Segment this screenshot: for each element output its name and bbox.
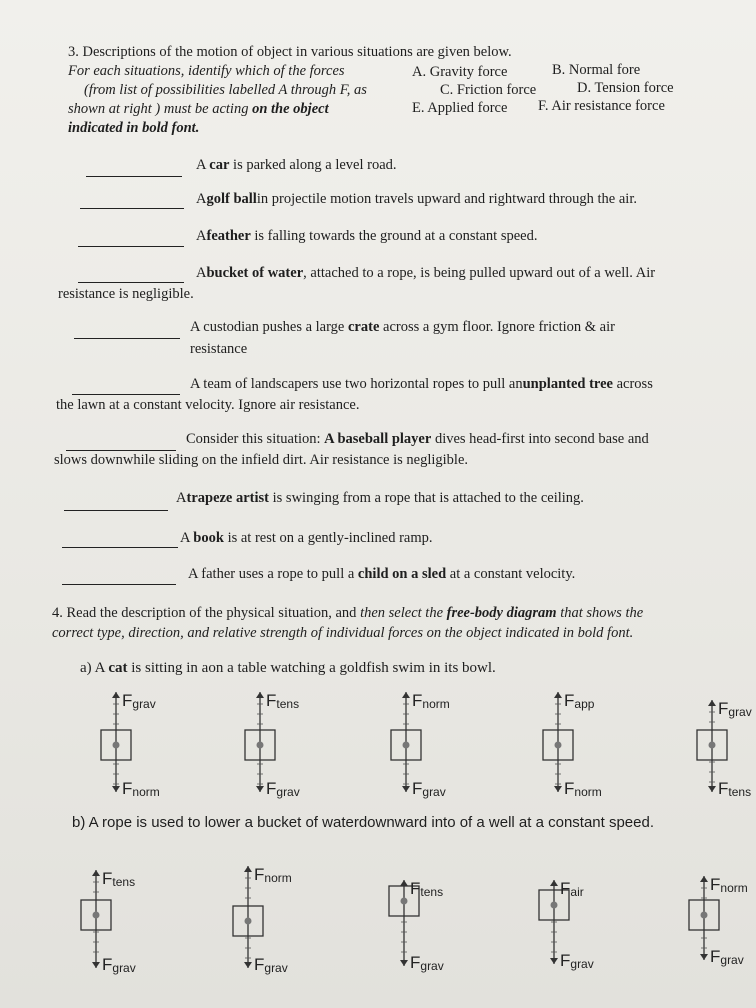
answer-blank-10[interactable] — [62, 584, 176, 585]
top-force-label: Fgrav — [718, 699, 752, 719]
q3-item-3-bold: feather — [206, 228, 251, 244]
q3-item-9-pre: A — [180, 530, 194, 546]
up-arrow-icon — [112, 692, 120, 698]
q3-item-2-pre: A — [196, 191, 207, 207]
bottom-force-label: Fgrav — [254, 955, 288, 975]
q4-part-a — [80, 660, 496, 677]
q3-item-10-bold: child on a sled — [357, 566, 447, 582]
q3-item-8-pre: A — [176, 490, 187, 506]
q4-intro-line1-bold: free-body diagram — [446, 605, 557, 621]
q3-item-8-bold: trapeze artist — [186, 490, 270, 506]
down-arrow-icon — [708, 786, 716, 792]
down-arrow-icon — [700, 954, 708, 960]
q3-item-5-pre: A custodian pushes a large — [190, 319, 348, 335]
top-force-label: Fapp — [564, 691, 595, 711]
q3-item-6-cont: the lawn at a constant velocity. Ignore air resistance. — [56, 397, 360, 413]
center-dot — [551, 902, 558, 909]
q3-item-5-post: across a gym floor. Ignore friction & air — [379, 319, 615, 335]
center-dot — [113, 742, 120, 749]
q3-item-6-post: across — [612, 376, 653, 392]
top-force-label: Ftens — [102, 869, 136, 889]
up-arrow-icon — [708, 700, 716, 706]
fbd-b-diagram-1[interactable] — [81, 869, 136, 975]
center-dot — [401, 898, 408, 905]
fbd-a-diagram-1[interactable] — [101, 691, 160, 799]
q3-intro-line2: For each situations, identify which of the forces — [68, 63, 345, 79]
q3-item-10 — [188, 566, 575, 583]
q3-intro-line4-text: shown at right ) must be acting — [68, 101, 253, 117]
up-arrow-icon — [700, 876, 708, 882]
q3-item-5-cont: resistance — [190, 341, 248, 357]
answer-blank-9[interactable] — [62, 547, 178, 548]
force-option-c: C. Friction force — [440, 82, 537, 98]
q3-item-5-bold: crate — [348, 319, 380, 335]
fbd-b-diagram-4[interactable] — [539, 879, 594, 971]
up-arrow-icon — [400, 880, 408, 886]
down-arrow-icon — [550, 958, 558, 964]
q3-item-7-bold: A baseball player — [324, 431, 432, 447]
bottom-force-label: Fgrav — [412, 779, 446, 799]
q3-item-8-post: is swinging from a rope that is attached to the ceiling. — [269, 490, 584, 506]
answer-blank-3[interactable] — [78, 246, 184, 247]
down-arrow-icon — [112, 786, 120, 792]
q3-item-6-pre: A team of landscapers use two horizontal ropes to pull an — [190, 376, 523, 392]
center-dot — [403, 742, 410, 749]
bottom-force-label: Ftens — [718, 779, 752, 799]
top-force-label: Fnorm — [710, 875, 748, 895]
answer-blank-2[interactable] — [80, 208, 184, 209]
top-force-label: Fnorm — [254, 865, 292, 885]
bottom-force-label: Fgrav — [560, 951, 594, 971]
answer-blank-6[interactable] — [72, 394, 180, 395]
bottom-force-label: Fgrav — [710, 947, 744, 967]
q3-item-6-bold: unplanted tree — [522, 376, 613, 392]
force-option-a: A. Gravity force — [412, 64, 508, 80]
up-arrow-icon — [92, 870, 100, 876]
force-option-d: D. Tension force — [577, 80, 674, 96]
force-option-b: B. Normal fore — [552, 62, 641, 78]
q3-item-8 — [176, 490, 584, 507]
fbd-a-diagram-2[interactable] — [245, 691, 300, 799]
q3-item-1-pre: A — [196, 157, 210, 173]
fbd-b-diagram-2[interactable] — [233, 865, 292, 975]
force-option-e: E. Applied force — [412, 100, 508, 116]
q3-item-2-bold: golf ball — [206, 191, 257, 207]
down-arrow-icon — [256, 786, 264, 792]
q3-item-7-post: dives head-first into second base and — [431, 431, 649, 447]
q3-item-7-pre: Consider this situation: — [186, 431, 325, 447]
q3-item-9 — [180, 530, 433, 547]
up-arrow-icon — [256, 692, 264, 698]
q3-intro-line4-bold: on the object — [252, 101, 329, 117]
q3-item-3 — [196, 228, 537, 245]
down-arrow-icon — [92, 962, 100, 968]
down-arrow-icon — [402, 786, 410, 792]
q3-item-5 — [190, 319, 615, 336]
q3-item-6 — [190, 376, 653, 393]
fbd-row-b — [0, 850, 756, 990]
top-force-label: Ftens — [266, 691, 300, 711]
bottom-force-label: Fgrav — [102, 955, 136, 975]
up-arrow-icon — [554, 692, 562, 698]
top-force-label: Fgrav — [122, 691, 156, 711]
fbd-b-diagram-5[interactable] — [689, 875, 748, 967]
center-dot — [245, 918, 252, 925]
q3-item-3-pre: A — [196, 228, 207, 244]
q4-part-a-post: is sitting in aon a table watching a goldfish swim in its bowl. — [127, 660, 496, 676]
q3-item-1-post: is parked along a level road. — [229, 157, 397, 173]
fbd-a-diagram-5[interactable] — [697, 699, 752, 799]
fbd-a-diagram-3[interactable] — [391, 691, 450, 799]
q3-item-7 — [186, 431, 649, 448]
q4-intro-line1-pre: 4. Read the description of the physical situation, and — [52, 605, 361, 621]
q4-intro-line2: correct type, direction, and relative strength of individual forces on the object indicated in bold font. — [52, 625, 634, 641]
q3-item-2 — [196, 191, 637, 208]
q3-item-10-post: at a constant velocity. — [446, 566, 576, 582]
q4-intro-line1-post: that shows the — [556, 605, 644, 621]
q3-item-9-post: is at rest on a gently-inclined ramp. — [223, 530, 433, 546]
top-force-label: Fair — [560, 879, 584, 899]
q4-part-b: b) A rope is used to lower a bucket of waterdownward into of a well at a constant speed. — [72, 814, 655, 831]
q3-item-10-pre: A father uses a rope to pull a — [188, 566, 358, 582]
q4-intro-line1 — [52, 605, 643, 622]
answer-blank-7[interactable] — [66, 450, 176, 451]
center-dot — [257, 742, 264, 749]
q3-item-7-cont: slows downwhile sliding on the infield dirt. Air resistance is negligible. — [54, 452, 469, 468]
answer-blank-8[interactable] — [64, 510, 168, 511]
q4-part-a-bold: cat — [108, 660, 128, 676]
answer-blank-1[interactable] — [86, 176, 182, 177]
down-arrow-icon — [554, 786, 562, 792]
q3-item-1-bold: car — [209, 157, 230, 173]
q4-intro-line1-italic: then select the — [360, 605, 447, 621]
q3-item-4-post: , attached to a rope, is being pulled upward out of a well. Air — [303, 265, 656, 281]
q3-item-3-post: is falling towards the ground at a constant speed. — [250, 228, 538, 244]
center-dot — [701, 912, 708, 919]
q3-intro-line1: 3. Descriptions of the motion of object in various situations are given below. — [68, 44, 512, 60]
center-dot — [555, 742, 562, 749]
q3-item-9-bold: book — [193, 530, 224, 546]
center-dot — [93, 912, 100, 919]
answer-blank-5[interactable] — [74, 338, 180, 339]
q3-item-2-post: in projectile motion travels upward and rightward through the air. — [256, 191, 637, 207]
q3-intro-line4 — [68, 101, 329, 118]
q4-part-a-pre: a) A — [80, 660, 109, 676]
down-arrow-icon — [400, 960, 408, 966]
fbd-b-diagram-3[interactable] — [389, 879, 444, 973]
up-arrow-icon — [550, 880, 558, 886]
q3-item-4-cont: resistance is negligible. — [58, 286, 194, 302]
q3-intro-line3: (from list of possibilities labelled A through F, as — [84, 82, 367, 98]
q3-item-4 — [196, 265, 655, 282]
q3-item-4-bold: bucket of water — [206, 265, 304, 281]
bottom-force-label: Fnorm — [564, 779, 602, 799]
q3-item-4-pre: A — [196, 265, 207, 281]
q3-item-1 — [196, 157, 397, 174]
force-option-f: F. Air resistance force — [538, 98, 665, 114]
fbd-a-diagram-4[interactable] — [543, 691, 602, 799]
up-arrow-icon — [402, 692, 410, 698]
up-arrow-icon — [244, 866, 252, 872]
answer-blank-4[interactable] — [78, 282, 184, 283]
fbd-row-a — [0, 680, 756, 815]
bottom-force-label: Fgrav — [410, 953, 444, 973]
bottom-force-label: Fnorm — [122, 779, 160, 799]
down-arrow-icon — [244, 962, 252, 968]
bottom-force-label: Fgrav — [266, 779, 300, 799]
top-force-label: Ftens — [410, 879, 444, 899]
q3-intro-line5: indicated in bold font. — [68, 120, 200, 136]
top-force-label: Fnorm — [412, 691, 450, 711]
center-dot — [709, 742, 716, 749]
